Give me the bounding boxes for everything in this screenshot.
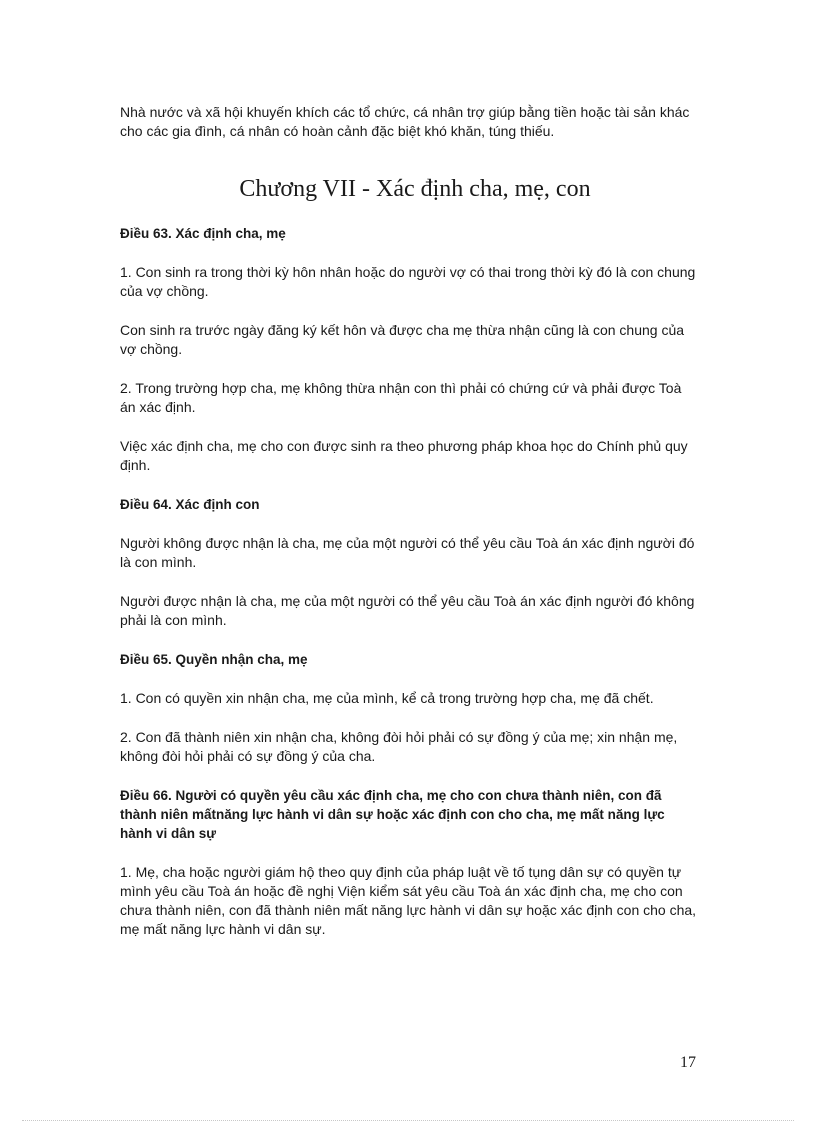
article-paragraph: 1. Con sinh ra trong thời kỳ hôn nhân hoặc do người vợ có thai trong thời kỳ đó là con chung của vợ chồng. [120, 264, 696, 299]
article-heading: Điều 63. Xác định cha, mẹ [120, 226, 286, 241]
article-paragraph: Việc xác định cha, mẹ cho con được sinh ra theo phương pháp khoa học do Chính phủ quy định. [120, 438, 688, 473]
intro-paragraph: Nhà nước và xã hội khuyến khích các tổ chức, cá nhân trợ giúp bằng tiền hoặc tài sản khác cho các gia đình, cá nhân có hoàn cảnh đặc biệt khó khăn, túng thiếu. [120, 104, 690, 139]
article-63 [120, 224, 698, 475]
article-paragraph: Người không được nhận là cha, mẹ của một người có thể yêu cầu Toà án xác định người đó là con mình. [120, 535, 695, 570]
article-heading: Điều 65. Quyền nhận cha, mẹ [120, 652, 308, 667]
article-64 [120, 495, 698, 630]
article-heading: Điều 64. Xác định con [120, 497, 260, 512]
article-paragraph: 2. Trong trường hợp cha, mẹ không thừa nhận con thì phải có chứng cứ và phải được Toà án xác định. [120, 380, 682, 415]
article-paragraph: Con sinh ra trước ngày đăng ký kết hôn và được cha mẹ thừa nhận cũng là con chung của vợ chồng. [120, 322, 685, 357]
chapter-title: Chương VII - Xác định cha, mẹ, con [239, 176, 591, 202]
article-heading: Điều 66. Người có quyền yêu cầu xác định cha, mẹ cho con chưa thành niên, con đã thành niên mấtnăng lực hành vi dân sự hoặc xác định con cho cha, mẹ mất năng lực hành vi dân sự [120, 788, 665, 841]
page-bottom-border [22, 1120, 794, 1121]
article-paragraph: 1. Con có quyền xin nhận cha, mẹ của mình, kể cả trong trường hợp cha, mẹ đã chết. [120, 690, 654, 706]
page-number: 17 [680, 1054, 696, 1071]
article-66 [120, 786, 698, 939]
article-paragraph: 2. Con đã thành niên xin nhận cha, không đòi hỏi phải có sự đồng ý của mẹ; xin nhận mẹ, không đòi hỏi phải có sự đồng ý của cha. [120, 729, 678, 764]
page-content [120, 103, 698, 959]
article-paragraph: Người được nhận là cha, mẹ của một người có thể yêu cầu Toà án xác định người đó không phải là con mình. [120, 593, 695, 628]
article-paragraph: 1. Mẹ, cha hoặc người giám hộ theo quy định của pháp luật về tố tụng dân sự có quyền tự mình yêu cầu Toà án hoặc đề nghị Viện kiểm sát yêu cầu Toà án xác định cha, mẹ cho con chưa thành niên, con đã thành niên mất năng lực hành vi dân sự hoặc xác định con cho cha, mẹ mất năng lực hành vi dân sự. [120, 864, 697, 937]
article-65 [120, 650, 698, 766]
